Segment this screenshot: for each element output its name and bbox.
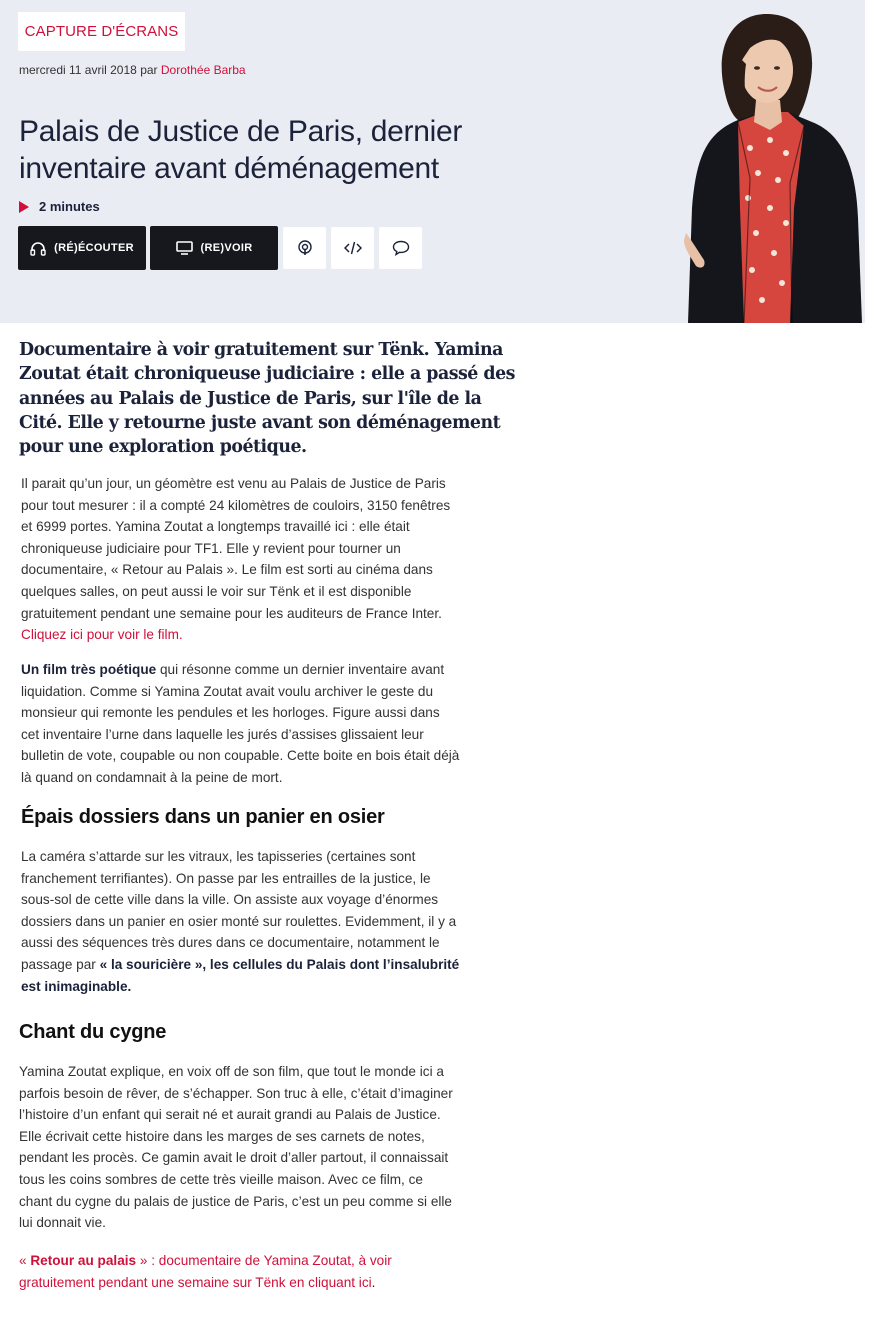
- paragraph-3: [21, 846, 461, 997]
- section-heading-2: Chant du cygne: [19, 1021, 167, 1043]
- paragraph-3-bold: « la souricière », les cellules du Palais dont l’insalubrité est inimaginable.: [21, 956, 460, 994]
- paragraph-1-text: Il parait qu’un jour, un géomètre est venu au Palais de Justice de Paris pour tout mesurer : il a compté 24 kilomètres de couloirs, 3150 fenêtres et 6999 portes. Yamina Zoutat a longtemps travaillé ici : elle était chroniqueuse judiciaire pour TF1. Elle y revient pour tourner un documentaire, « Retour au Palais ». Le film est sorti au cinéma dans quelques salles, on peut aussi le voir sur Tënk et il est disponible gratuitement pendant une semaine pour les auditeurs de France Inter.: [21, 476, 451, 621]
- listen-label: (RÉ)ÉCOUTER: [54, 242, 134, 254]
- author-portrait: [678, 8, 863, 323]
- article-header: [0, 0, 865, 323]
- comment-icon: [392, 240, 410, 256]
- play-icon: [19, 201, 29, 213]
- publish-date: mercredi 11 avril 2018: [19, 63, 137, 77]
- duration[interactable]: [19, 199, 100, 214]
- footer-film-title: Retour au palais: [30, 1253, 137, 1268]
- podcast-icon: [297, 240, 313, 256]
- screen-icon: [176, 241, 193, 255]
- category-tag[interactable]: CAPTURE D'ÉCRANS: [18, 12, 185, 51]
- headphones-icon: [30, 241, 46, 256]
- embed-button[interactable]: [331, 227, 374, 269]
- watch-film-link[interactable]: Cliquez ici pour voir le film.: [21, 627, 183, 643]
- paragraph-1: [21, 473, 461, 646]
- podcast-button[interactable]: [283, 227, 326, 269]
- footer-link-text: » : documentaire de Yamina Zoutat, à voir gratuitement pendant une semaine sur Tënk en cliquant ici: [19, 1253, 392, 1290]
- article-lede: Documentaire à voir gratuitement sur Tënk. Yamina Zoutat était chroniqueuse judiciaire : elle a passé des années au Palais de Justice de Paris, sur l'île de la Cité. Elle y retourne juste avant son déménagement pour une exploration poétique.: [19, 340, 515, 458]
- watch-label: (RE)VOIR: [200, 242, 253, 254]
- page-title: Palais de Justice de Paris, dernier inventaire avant déménagement: [19, 115, 463, 185]
- comment-button[interactable]: [379, 227, 422, 269]
- paragraph-2: [21, 659, 461, 789]
- paragraph-3-text: La caméra s’attarde sur les vitraux, les tapisseries (certaines sont franchement terrifiantes). On passe par les entrailles de la justice, le sous-sol de cette ville dans la ville. On assiste aux voyage d’énormes dossiers dans un panier en osier monté sur roulettes. Evidemment, il y a aussi des séquences très dures dans ce documentaire, notamment le passage par: [21, 849, 457, 972]
- article-meta: [19, 63, 246, 77]
- duration-label: 2 minutes: [39, 199, 100, 214]
- author-link[interactable]: Dorothée Barba: [160, 63, 246, 77]
- footer-period: .: [371, 1274, 376, 1290]
- listen-button[interactable]: [18, 226, 146, 270]
- by-label: par: [140, 63, 158, 77]
- section-heading-1: Épais dossiers dans un panier en osier: [21, 806, 385, 828]
- paragraph-2-bold: Un film très poétique: [21, 662, 157, 677]
- footer-link[interactable]: [19, 1250, 459, 1293]
- watch-button[interactable]: [150, 226, 278, 270]
- footer-open-quote: «: [19, 1253, 27, 1268]
- paragraph-2-text: qui résonne comme un dernier inventaire avant liquidation. Comme si Yamina Zoutat avait voulu archiver le geste du monsieur qui remonte les pendules et les horloges. Figure aussi dans cet inventaire l’urne dans laquelle les jurés d’assises glissaient leur bulletin de vote, coupable ou non coupable. Cette boite en bois était déjà là quand on condamnait à la peine de mort.: [21, 662, 460, 785]
- code-icon: [344, 241, 362, 255]
- paragraph-4: Yamina Zoutat explique, en voix off de son film, que tout le monde ici a parfois besoin de rêver, de s’échapper. Son truc à elle, c’était d’imaginer l’histoire d’un enfant qui serait né et aurait grandi au Palais de Justice. Elle écrivait cette histoire dans les marges de ses carnets de notes, pendant les procès. Ce gamin avait le droit d’aller partout, il connaissait tous les coins sombres de cette très vieille maison. Avec ce film, ce chant du cygne du palais de justice de Paris, c’est un peu comme si elle lui donnait vie.: [19, 1064, 453, 1231]
